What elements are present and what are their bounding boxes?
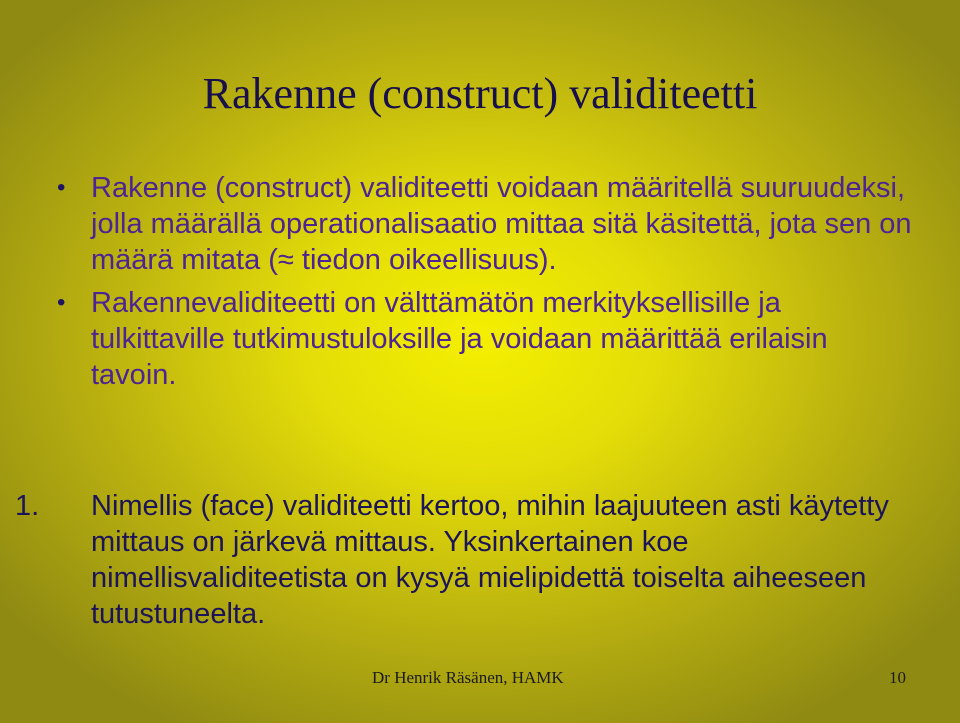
bullet-list [53,170,913,400]
bullet-marker: • [57,289,66,316]
bullet-item [53,285,913,393]
bullet-item [53,170,913,278]
page-number: 10 [889,668,906,687]
numbered-item [15,488,893,632]
numbered-text: Nimellis (face) validiteetti kertoo, mihin laajuuteen asti käytetty mittaus on järkevä mittaus. Yksinkertainen koe nimellisvaliditeetista on kysyä mielipidettä toiselta aiheeseen tutustuneelta. [91,490,889,630]
bullet-marker: • [57,174,66,201]
bullet-text: Rakenne (construct) validiteetti voidaan määritellä suuruudeksi, jolla määrällä operationalisaatio mittaa sitä käsitettä, jota sen on määrä mitata (≈ tiedon oikeellisuus). [91,172,912,276]
bullet-text: Rakennevaliditeetti on välttämätön merkityksellisille ja tulkittaville tutkimustuloksille ja voidaan määrittää erilaisin tavoin. [91,287,828,391]
footer-author: Dr Henrik Räsänen, HAMK [372,668,564,687]
numbered-item-body [15,488,893,632]
slide-title: Rakenne (construct) validiteetti [202,69,758,118]
numbered-marker: 1. [15,490,40,522]
